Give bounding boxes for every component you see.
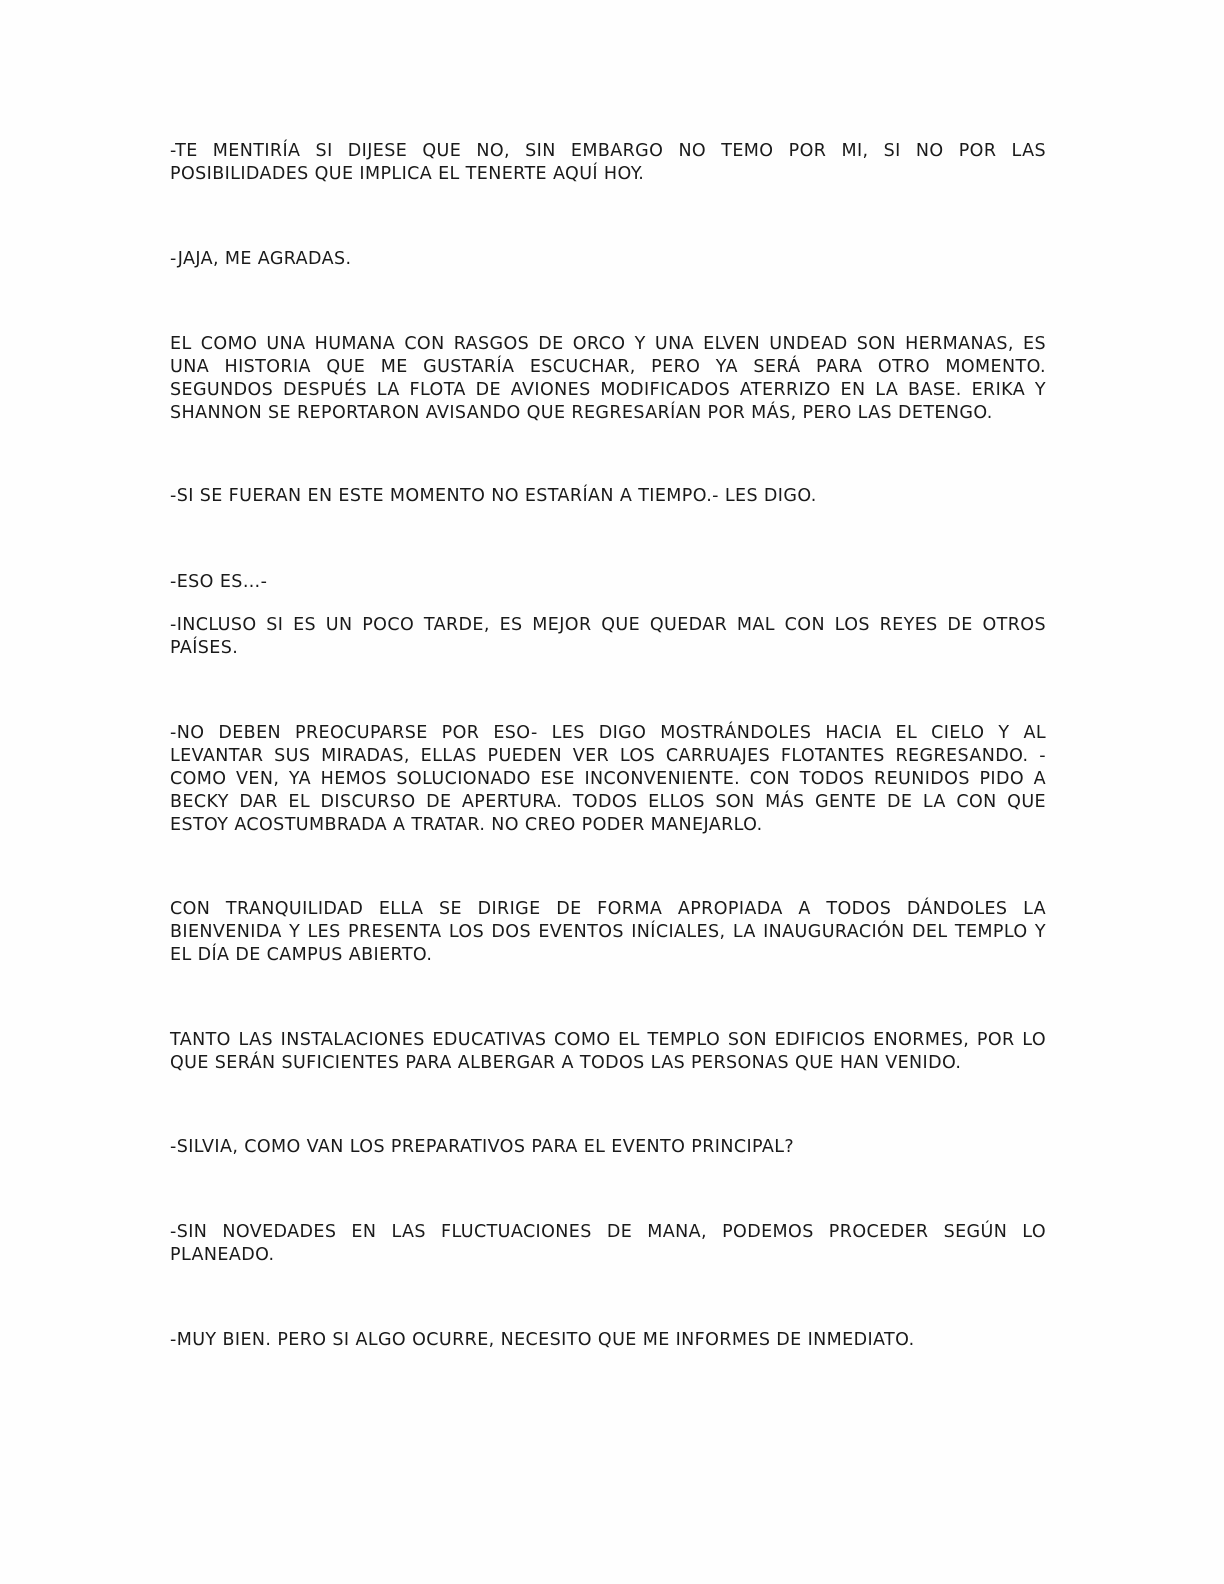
paragraph: -TE MENTIRÍA SI DIJESE QUE NO, SIN EMBARGO NO TEMO POR MI, SI NO POR LAS POSIBILIDADES QUE IMPLICA EL TENERTE AQUÍ HOY. [170, 141, 1046, 184]
paragraph: -SIN NOVEDADES EN LAS FLUCTUACIONES DE MANA, PODEMOS PROCEDER SEGÚN LO PLANEADO. [170, 1222, 1046, 1265]
paragraph: -JAJA, ME AGRADAS. [170, 249, 352, 269]
paragraph: CON TRANQUILIDAD ELLA SE DIRIGE DE FORMA APROPIADA A TODOS DÁNDOLES LA BIENVENIDA Y LES PRESENTA LOS DOS EVENTOS INÍCIALES, LA INAUGURACIÓN DEL TEMPLO Y EL DÍA DE CAMPUS ABIERTO. [170, 899, 1046, 965]
paragraph: -ESO ES…- [170, 572, 268, 592]
paragraph: -INCLUSO SI ES UN POCO TARDE, ES MEJOR QUE QUEDAR MAL CON LOS REYES DE OTROS PAÍSES. [170, 615, 1046, 658]
paragraph: -SI SE FUERAN EN ESTE MOMENTO NO ESTARÍAN A TIEMPO.- LES DIGO. [170, 486, 817, 506]
paragraph: EL COMO UNA HUMANA CON RASGOS DE ORCO Y UNA ELVEN UNDEAD SON HERMANAS, ES UNA HISTORIA QUE ME GUSTARÍA ESCUCHAR, PERO YA SERÁ PARA OTRO MOMENTO. SEGUNDOS DESPUÉS LA FLOTA DE AVIONES MODIFICADOS ATERRIZO EN LA BASE. ERIKA Y SHANNON SE REPORTARON AVISANDO QUE REGRESARÍAN POR MÁS, PERO LAS DETENGO. [170, 334, 1046, 423]
paragraph: -MUY BIEN. PERO SI ALGO OCURRE, NECESITO QUE ME INFORMES DE INMEDIATO. [170, 1330, 915, 1350]
paragraph: TANTO LAS INSTALACIONES EDUCATIVAS COMO EL TEMPLO SON EDIFICIOS ENORMES, POR LO QUE SERÁN SUFICIENTES PARA ALBERGAR A TODOS LAS PERSONAS QUE HAN VENIDO. [170, 1030, 1046, 1073]
paragraph: -SILVIA, COMO VAN LOS PREPARATIVOS PARA EL EVENTO PRINCIPAL? [170, 1137, 795, 1157]
paragraph: -NO DEBEN PREOCUPARSE POR ESO- LES DIGO MOSTRÁNDOLES HACIA EL CIELO Y AL LEVANTAR SUS MIRADAS, ELLAS PUEDEN VER LOS CARRUAJES FLOTANTES REGRESANDO. -COMO VEN, YA HEMOS SOLUCIONADO ESE INCONVENIENTE. CON TODOS REUNIDOS PIDO A BECKY DAR EL DISCURSO DE APERTURA. TODOS ELLOS SON MÁS GENTE DE LA CON QUE ESTOY ACOSTUMBRADA A TRATAR. NO CREO PODER MANEJARLO. [170, 723, 1046, 835]
